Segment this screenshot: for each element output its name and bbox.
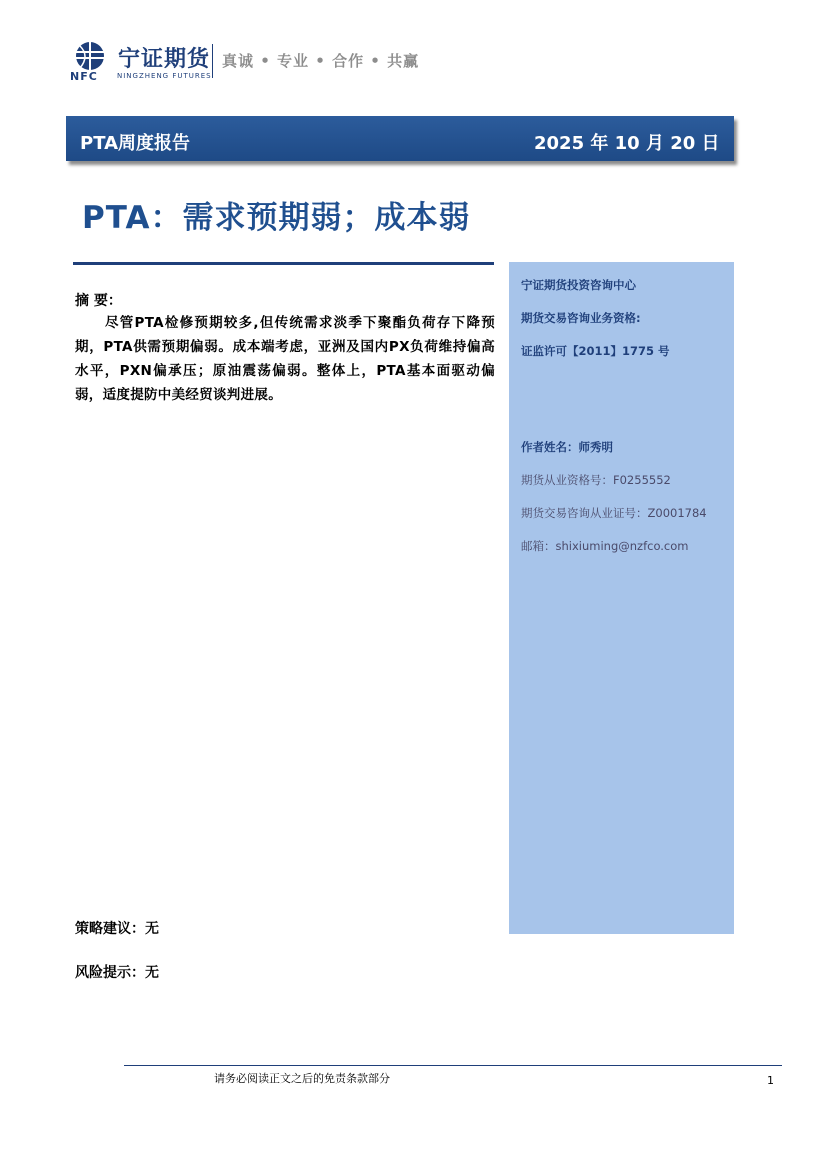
report-type: PTA周度报告 bbox=[80, 133, 191, 154]
sidebar-consult-number: 期货交易咨询从业证号：Z0001784 bbox=[521, 506, 707, 520]
risk-notice: 风险提示：无 bbox=[75, 965, 159, 981]
logo-english-name: NINGZHENG FUTURES bbox=[117, 72, 212, 80]
abstract-label: 摘 要： bbox=[75, 293, 122, 309]
sidebar-license: 证监许可【2011】1775 号 bbox=[521, 344, 670, 358]
strategy-advice: 策略建议：无 bbox=[75, 921, 159, 937]
logo-separator bbox=[212, 44, 213, 78]
sidebar-cert-number: 期货从业资格号：F0255552 bbox=[521, 473, 671, 487]
page-number: 1 bbox=[767, 1074, 774, 1087]
logo-chinese-name: 宁证期货 bbox=[118, 47, 211, 72]
sidebar-org: 宁证期货投资咨询中心 bbox=[521, 278, 636, 292]
logo-abbreviation: NFC bbox=[70, 70, 98, 83]
report-date: 2025 年 10 月 20 日 bbox=[534, 133, 720, 154]
title-divider bbox=[73, 262, 494, 265]
company-slogan: 真诚 • 专业 • 合作 • 共赢 bbox=[222, 52, 420, 70]
info-sidebar bbox=[509, 262, 734, 934]
sidebar-qualification-label: 期货交易咨询业务资格: bbox=[521, 311, 641, 325]
sidebar-author: 作者姓名：师秀明 bbox=[521, 440, 613, 454]
footer-disclaimer: 请务必阅读正文之后的免责条款部分 bbox=[214, 1072, 390, 1085]
footer-divider bbox=[124, 1065, 782, 1066]
report-title: PTA：需求预期弱；成本弱 bbox=[82, 200, 471, 236]
sidebar-email: 邮箱：shixiuming@nzfco.com bbox=[521, 539, 689, 553]
abstract-text: 尽管PTA检修预期较多,但传统需求淡季下聚酯负荷存下降预期，PTA供需预期偏弱。成本端考虑，亚洲及国内PX负荷维持偏高水平，PXN偏承压；原油震荡偏弱。整体上，PTA基本面驱动偏弱，适度提防中美经贸谈判进展。 bbox=[75, 315, 495, 403]
